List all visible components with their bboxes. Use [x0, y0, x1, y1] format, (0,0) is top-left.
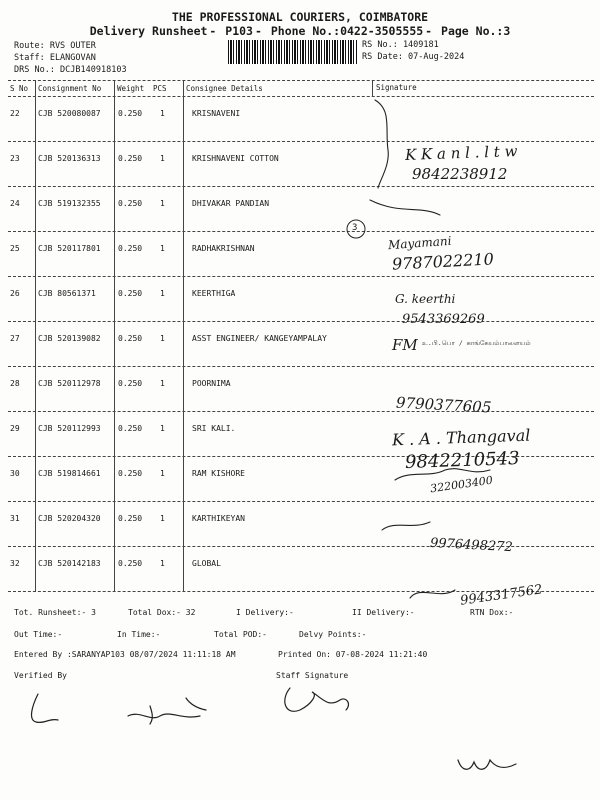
row30-phone: 322003400	[429, 473, 494, 496]
row-consignee: RAM KISHORE	[192, 469, 245, 478]
row32-phone: 9943317562	[459, 582, 544, 609]
row-consignment: CJB 80561371	[38, 289, 96, 298]
row-consignment: CJB 519814661	[38, 469, 101, 478]
row-pcs: 1	[160, 334, 165, 343]
row-consignment: CJB 520136313	[38, 154, 101, 163]
row-weight: 0.250	[118, 514, 143, 523]
row-pcs: 1	[160, 289, 165, 298]
route: Route: RVS OUTER	[14, 41, 96, 51]
row-sno: 25	[10, 244, 20, 253]
rs-number: RS No.: 1409181	[362, 40, 439, 50]
staff: Staff: ELANGOVAN	[14, 53, 96, 63]
row-consignee: KARTHIKEYAN	[192, 514, 245, 523]
row29-phone: 9842210543	[404, 448, 520, 473]
row23-phone: 9842238912	[412, 165, 508, 183]
row25-phone: 9787022210	[391, 249, 495, 274]
total-pod: Total POD:-	[214, 630, 267, 639]
row-consignment: CJB 520112978	[38, 379, 101, 388]
row29-signature: K . A . Thangaval	[391, 425, 531, 450]
runsheet-label: Delivery Runsheet	[89, 24, 208, 38]
row-weight: 0.250	[118, 154, 143, 163]
row31-scribble	[382, 522, 430, 530]
staff-signature-label: Staff Signature	[276, 671, 349, 680]
verifier-signature-2	[128, 698, 206, 724]
row-weight: 0.250	[118, 109, 143, 118]
row-consignee: ASST ENGINEER/ KANGEYAMPALAY	[192, 334, 327, 343]
row-sno: 27	[10, 334, 20, 343]
row-sno: 22	[10, 109, 20, 118]
row-weight: 0.250	[118, 424, 143, 433]
row-weight: 0.250	[118, 244, 143, 253]
row-weight: 0.250	[118, 334, 143, 343]
in-time: In Time:-	[117, 630, 161, 639]
row-sno: 26	[10, 289, 20, 298]
drs-number: DRS No.: DCJB140918103	[14, 65, 127, 75]
printed-on: Printed On: 07-08-2024 11:21:40	[278, 650, 428, 659]
row-consignee: KRISNAVENI	[192, 109, 241, 118]
i-delivery: I Delivery:-	[236, 608, 294, 617]
runsheet-code: P103	[225, 24, 253, 38]
phone-label: Phone No.:0422-3505555	[270, 24, 424, 38]
ii-delivery: II Delivery:-	[352, 608, 415, 617]
row25-signature: Mayamani	[387, 233, 452, 253]
row-pcs: 1	[160, 379, 165, 388]
col-weight: Weight	[117, 84, 145, 93]
out-time: Out Time:-	[14, 630, 63, 639]
row-sno: 30	[10, 469, 20, 478]
row-pcs: 1	[160, 199, 165, 208]
row28-phone: 9790377605	[395, 393, 492, 417]
row-weight: 0.250	[118, 469, 143, 478]
row-consignee: RADHAKRISHNAN	[192, 244, 255, 253]
row-pcs: 1	[160, 244, 165, 253]
row-consignee: KRISHNAVENI COTTON	[192, 154, 279, 163]
footer-signatures	[0, 680, 600, 800]
rs-date: RS Date: 07-Aug-2024	[362, 52, 465, 62]
row27-stamp: உ.பி.பொ / காங்கேயம்பாளையம்	[422, 339, 531, 347]
row27-signature: FM	[392, 336, 418, 354]
row-weight: 0.250	[118, 559, 143, 568]
row-consignee: SRI KALI.	[192, 424, 236, 433]
circle-mark-number: 3	[352, 223, 358, 233]
row24-scribble	[370, 200, 440, 215]
verified-by: Verified By	[14, 671, 67, 680]
row-weight: 0.250	[118, 199, 143, 208]
col-pcs: PCS	[153, 84, 167, 93]
row-sno: 23	[10, 154, 20, 163]
row-consignee: KEERTHIGA	[192, 289, 236, 298]
row-consignee: GLOBAL	[192, 559, 221, 568]
row-consignee: DHIVAKAR PANDIAN	[192, 199, 270, 208]
col-consignment: Consignment No	[38, 84, 102, 93]
row-pcs: 1	[160, 469, 165, 478]
tot-runsheet: Tot. Runsheet:- 3	[14, 608, 96, 617]
company-title: THE PROFESSIONAL COURIERS, COIMBATORE	[171, 10, 429, 24]
row-consignment: CJB 520142183	[38, 559, 101, 568]
row-weight: 0.250	[118, 289, 143, 298]
row-sno: 31	[10, 514, 20, 523]
verifier-signature-1	[32, 694, 58, 722]
row32-scribble	[410, 590, 455, 598]
runsheet-title: Delivery Runsheet - P103 - Phone No.:0422-3505555 - Page No.:3	[89, 24, 511, 38]
page-label: Page No.:3	[441, 24, 511, 38]
bottom-initials	[458, 760, 516, 769]
row-pcs: 1	[160, 559, 165, 568]
row-consignment: CJB 520204320	[38, 514, 101, 523]
row-consignment: CJB 519132355	[38, 199, 101, 208]
row-pcs: 1	[160, 154, 165, 163]
row-pcs: 1	[160, 424, 165, 433]
row-consignment: CJB 520117801	[38, 244, 101, 253]
row31-phone: 9976498272	[429, 535, 514, 556]
entered-by: Entered By :SARANYAP103 08/07/2024 11:11:18 AM	[14, 650, 236, 659]
row-consignee: POORNIMA	[192, 379, 231, 388]
row-consignment: CJB 520080087	[38, 109, 101, 118]
row-sno: 28	[10, 379, 20, 388]
col-sno: S No	[10, 84, 29, 93]
row-sno: 32	[10, 559, 20, 568]
row26-phone: 9543369269	[402, 312, 485, 327]
delvy-points: Delvy Points:-	[299, 630, 367, 639]
row22-brace-mark	[375, 100, 388, 188]
row-pcs: 1	[160, 514, 165, 523]
row-pcs: 1	[160, 109, 165, 118]
row-sno: 24	[10, 199, 20, 208]
col-signature: Signature	[376, 83, 417, 92]
row-sno: 29	[10, 424, 20, 433]
staff-signature	[285, 688, 349, 711]
rtn-dox: RTN Dox:-	[470, 608, 514, 617]
col-consignee: Consignee Details	[186, 84, 263, 93]
row23-signature: K K a n l . l t w	[404, 142, 518, 164]
row-consignment: CJB 520112993	[38, 424, 101, 433]
row26-signature: G. keerthi	[395, 292, 456, 306]
total-dox: Total Dox:- 32	[128, 608, 196, 617]
row-weight: 0.250	[118, 379, 143, 388]
row-consignment: CJB 520139082	[38, 334, 101, 343]
